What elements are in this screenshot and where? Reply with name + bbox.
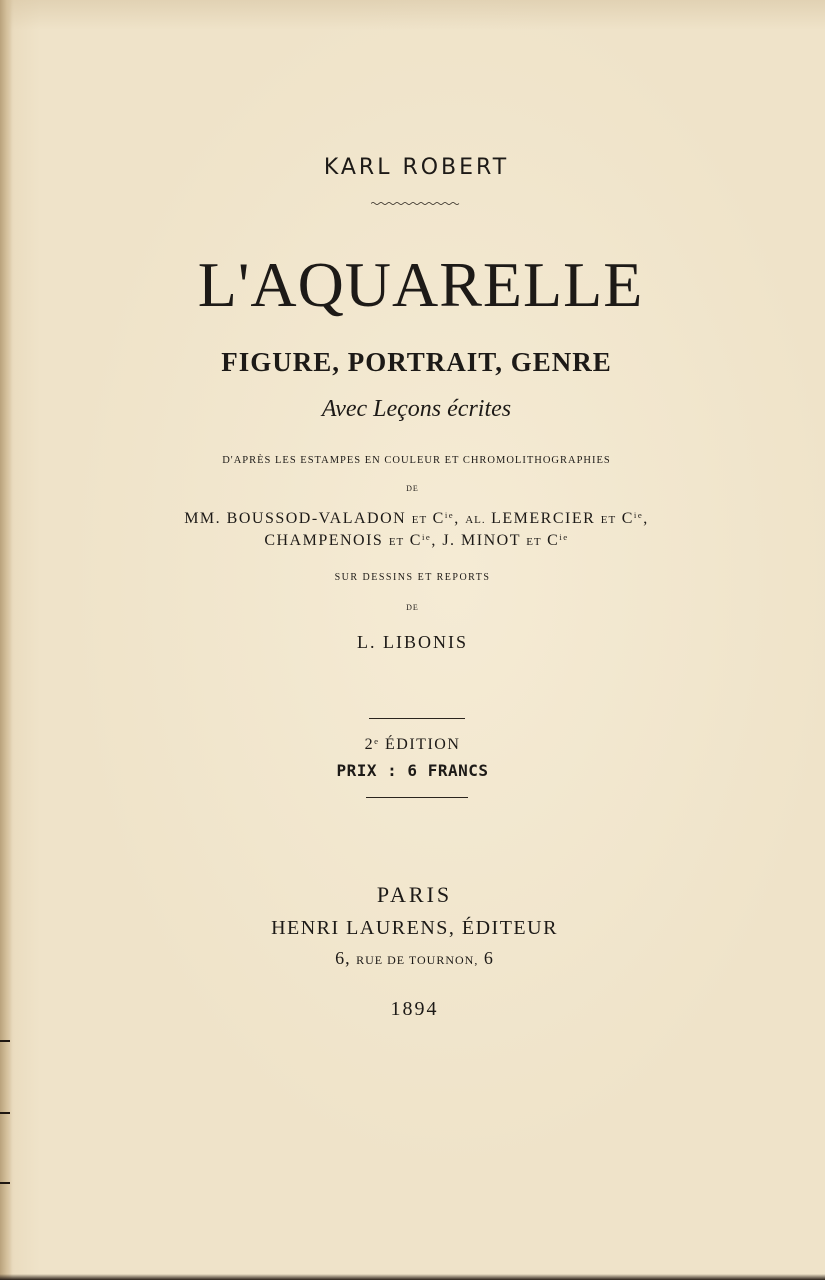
wavy-ornament-rule [371,201,461,206]
page-bottom-edge [0,1274,825,1280]
preposition-de: DE [406,484,419,493]
et-word: ET [600,514,617,526]
imprint-city: PARIS [376,882,453,907]
cie-abbrev: $C^{ie}$ [409,532,432,549]
price-label: PRIX : 6 FRANCS [336,761,489,780]
preposition-de: DE [406,603,419,612]
publisher-champenois: CHAMPENOIS [264,532,384,549]
edition-label: 2e ÉDITION [364,736,461,753]
subtitle-italic: Avec Leçons écrites [321,396,512,422]
drawings-note: SUR DESSINS ET REPORTS [334,572,491,583]
divider-rule [369,718,465,719]
imprint-publisher: HENRI LAURENS, ÉDITEUR [271,917,558,939]
imprint-address: 6, RUE DE TOURNON, 6 [335,948,494,968]
et-word: ET [411,514,428,526]
publishers-line-1: MM. BOUSSOD-VALADON ET $C^{ie}$, AL. LEMERCIER ET $C^{ie}$, [184,510,649,527]
divider-rule [366,797,468,798]
et-word: ET [388,536,405,548]
publisher-boussod: MM. BOUSSOD-VALADON [184,510,407,527]
al-abbrev: AL. [465,514,486,526]
cie-abbrev: $C^{ie}$ [432,510,455,527]
publisher-lemercier: LEMERCIER [491,510,596,527]
edge-mark [0,1182,10,1184]
book-subtitle: FIGURE, PORTRAIT, GENRE [221,347,612,377]
edge-mark [0,1040,10,1042]
cie-abbrev: $C^{ie}$ [547,532,569,549]
publisher-minot: J. MINOT [442,532,521,549]
edge-mark [0,1112,10,1114]
imprint-year: 1894 [390,998,439,1020]
source-description: D'APRÈS LES ESTAMPES EN COULEUR ET CHROMOLITHOGRAPHIES [222,455,611,466]
book-title: L'AQUARELLE [197,249,644,320]
cie-abbrev: $C^{ie}$ [621,510,644,527]
author-name: KARL ROBERT [323,155,510,180]
illustrator-name: L. LIBONIS [357,632,468,652]
et-word: ET [526,536,542,548]
publishers-line-2: CHAMPENOIS ET $C^{ie}$, J. MINOT ET $C^{ie}$ [264,532,569,549]
